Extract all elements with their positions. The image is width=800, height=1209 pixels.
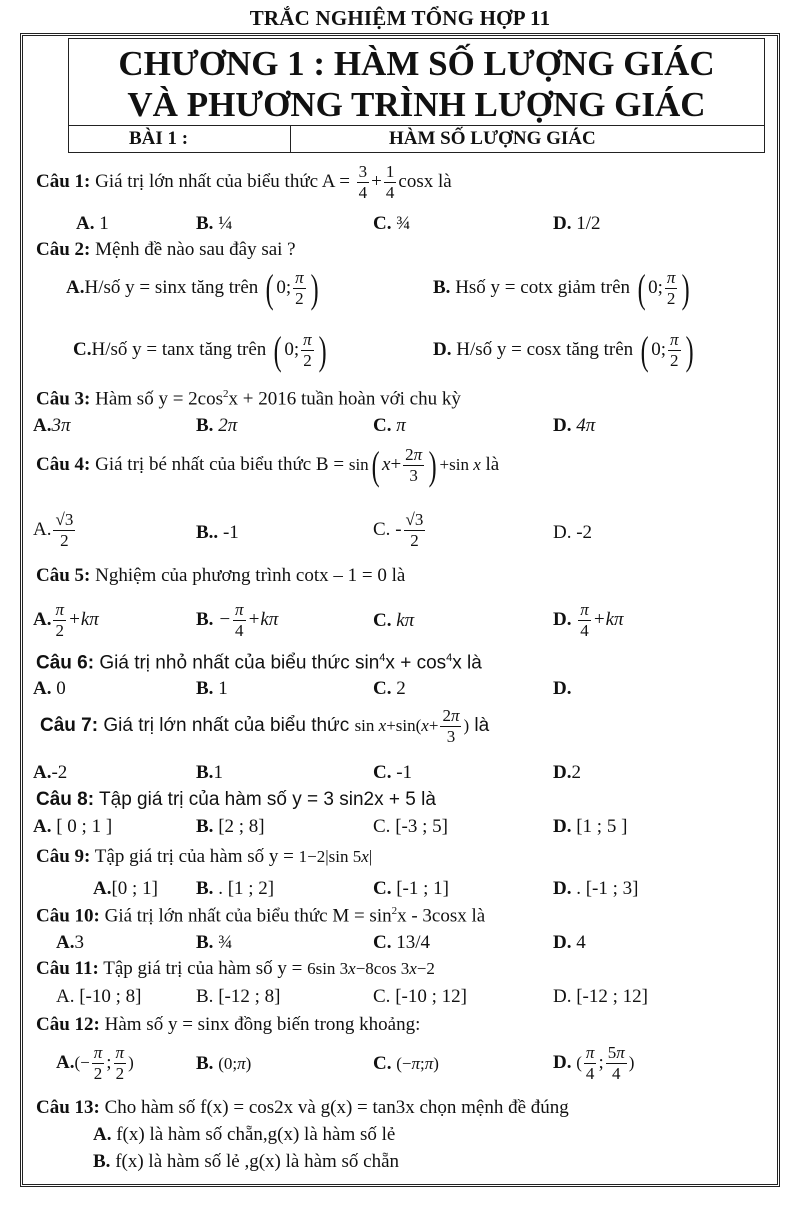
page-title: TRẮC NGHIỆM TỔNG HỢP 11 — [249, 6, 551, 30]
q6-option-a: A. 0 — [33, 678, 66, 699]
q5-option-d: D. $\frac{\pi}{4}$ +kπ — [553, 600, 624, 640]
question-12: Câu 12: Hàm số y = sinx đồng biến trong khoảng: — [36, 1014, 421, 1035]
q3-option-b: B. 2π — [196, 415, 238, 436]
q2-option-c: C.H/số y = tanx tăng trên ( 0; $\frac{\pi}{2}$ ) — [73, 327, 327, 373]
q11-option-d: D. [-12 ; 12] — [553, 986, 648, 1007]
question-7: Câu 7: Giá trị lớn nhất của biểu thức sin x+sin(x+ $\frac{2\pi}{3}$ ) là — [40, 706, 490, 746]
question-8: Câu 8: Tập giá trị của hàm số y = 3 sin2x + 5 là — [36, 789, 436, 810]
q12-option-a: A.(− $\frac{\pi}{2}$ ; $\frac{\pi}{2}$ ) — [56, 1043, 134, 1083]
chapter-title-line2: VÀ PHƯƠNG TRÌNH LƯỢNG GIÁC — [127, 85, 706, 124]
q3-option-c: C. π — [373, 415, 406, 436]
q12-option-d: D. ( $\frac{\pi}{4}$ ; $\frac{5\pi}{4}$ ) — [553, 1043, 635, 1083]
q13-option-a: A. f(x) là hàm số chẵn,g(x) là hàm số lẻ — [93, 1124, 396, 1145]
question-10: Câu 10: Giá trị lớn nhất của biểu thức $M = \sin^2x - 3\cos x$ là — [36, 905, 486, 927]
question-5: Câu 5: Nghiệm của phương trình cotx – 1 = 0 là — [36, 565, 406, 586]
question-11: Câu 11: Tập giá trị của hàm số y = 6sin 3x−8cos 3x−2 — [36, 958, 435, 979]
q10-option-c: C. 13/4 — [373, 932, 431, 953]
chapter-title-box — [68, 38, 765, 126]
q8-option-c: C. [-3 ; 5] — [373, 816, 448, 837]
q13-option-b: B. f(x) là hàm số lẻ ,g(x) là hàm số chẵn — [93, 1151, 400, 1172]
q7-option-b: B.1 — [196, 762, 223, 783]
q8-option-a: A. [ 0 ; 1 ] — [33, 816, 113, 837]
q10-option-d: D. 4 — [553, 932, 586, 953]
question-4: Câu 4: Giá trị bé nhất của biểu thức B = sin( x+ $\frac{2\pi}{3}$ ) +sin x là — [36, 442, 500, 488]
q2-option-b: B. Hsố y = cotx giảm trên ( 0; $\frac{\pi}{2}$ ) — [433, 265, 691, 311]
q3-option-a: A.3π — [33, 415, 71, 436]
question-1: Câu 1: Giá trị lớn nhất của biểu thức A = $\frac{3}{4}$ + $\frac{1}{4}$ cosx là — [36, 162, 452, 202]
q11-option-a: A. [-10 ; 8] — [56, 986, 142, 1007]
q5-option-b: B. − $\frac{\pi}{4}$ +kπ — [196, 600, 279, 640]
q9-option-b: B. . [1 ; 2] — [196, 878, 275, 899]
q1-option-d: D. 1/2 — [553, 213, 601, 234]
q7-option-a: A.-2 — [33, 762, 68, 783]
q7-option-d: D.2 — [553, 762, 581, 783]
q2-option-d: D. H/số y = cosx tăng trên ( 0; $\frac{\pi}{2}$ ) — [433, 327, 694, 373]
q1-option-a: A. 1 — [76, 213, 109, 234]
q9-option-d: D. . [-1 ; 3] — [553, 878, 639, 899]
q5-option-a: A. $\frac{\pi}{2}$ +kπ — [33, 600, 99, 640]
q6-option-c: C. 2 — [373, 678, 406, 699]
q10-option-a: A.3 — [56, 932, 84, 953]
q1-option-b: B. ¼ — [196, 213, 233, 234]
q12-option-b: B. (0;π) — [196, 1053, 252, 1074]
q4-option-c: C. - $\frac{√3}{2}$ — [373, 510, 424, 550]
lesson-title: HÀM SỐ LƯỢNG GIÁC — [389, 128, 596, 149]
question-9: Câu 9: Tập giá trị của hàm số y = 1−2|sin 5x| — [36, 846, 373, 867]
question-3: Câu 3: Hàm số $y = 2\cos^2x + 2016$ tuần hoàn với chu kỳ — [36, 388, 461, 410]
question-13: Câu 13: Cho hàm số f(x) = cos2x và g(x) = tan3x chọn mệnh đề đúng — [36, 1097, 569, 1118]
chapter-title-line1: CHƯƠNG 1 : HÀM SỐ LƯỢNG GIÁC — [118, 44, 715, 83]
q8-option-d: D. [1 ; 5 ] — [553, 816, 628, 837]
q9-option-a: A.[0 ; 1] — [93, 878, 158, 899]
question-6: Câu 6: Giá trị nhỏ nhất của biểu thức $\sin^4x + \cos^4x$ là — [36, 652, 482, 674]
q12-option-c: C. (−π;π) — [373, 1053, 439, 1074]
q4-option-a: A. $\frac{√3}{2}$ — [33, 510, 74, 550]
q1-option-c: C. ¾ — [373, 213, 411, 234]
question-2: Câu 2: Mệnh đề nào sau đây sai ? — [36, 239, 296, 260]
q3-option-d: D. 4π — [553, 415, 596, 436]
q11-option-c: C. [-10 ; 12] — [373, 986, 467, 1007]
q2-option-a: A.H/số y = sinx tăng trên ( 0; $\frac{\pi}{2}$ ) — [66, 265, 319, 311]
q10-option-b: B. ¾ — [196, 932, 233, 953]
q7-option-c: C. -1 — [373, 762, 413, 783]
q5-option-c: C. kπ — [373, 610, 415, 631]
q4-option-d: D. -2 — [553, 522, 593, 543]
q4-option-b: B.. -1 — [196, 522, 239, 543]
q8-option-b: B. [2 ; 8] — [196, 816, 265, 837]
lesson-label: BÀI 1 : — [69, 126, 291, 152]
q11-option-b: B. [-12 ; 8] — [196, 986, 281, 1007]
q6-option-d: D. — [553, 678, 572, 699]
q6-option-b: B. 1 — [196, 678, 228, 699]
q9-option-c: C. [-1 ; 1] — [373, 878, 449, 899]
lesson-header — [68, 125, 765, 153]
